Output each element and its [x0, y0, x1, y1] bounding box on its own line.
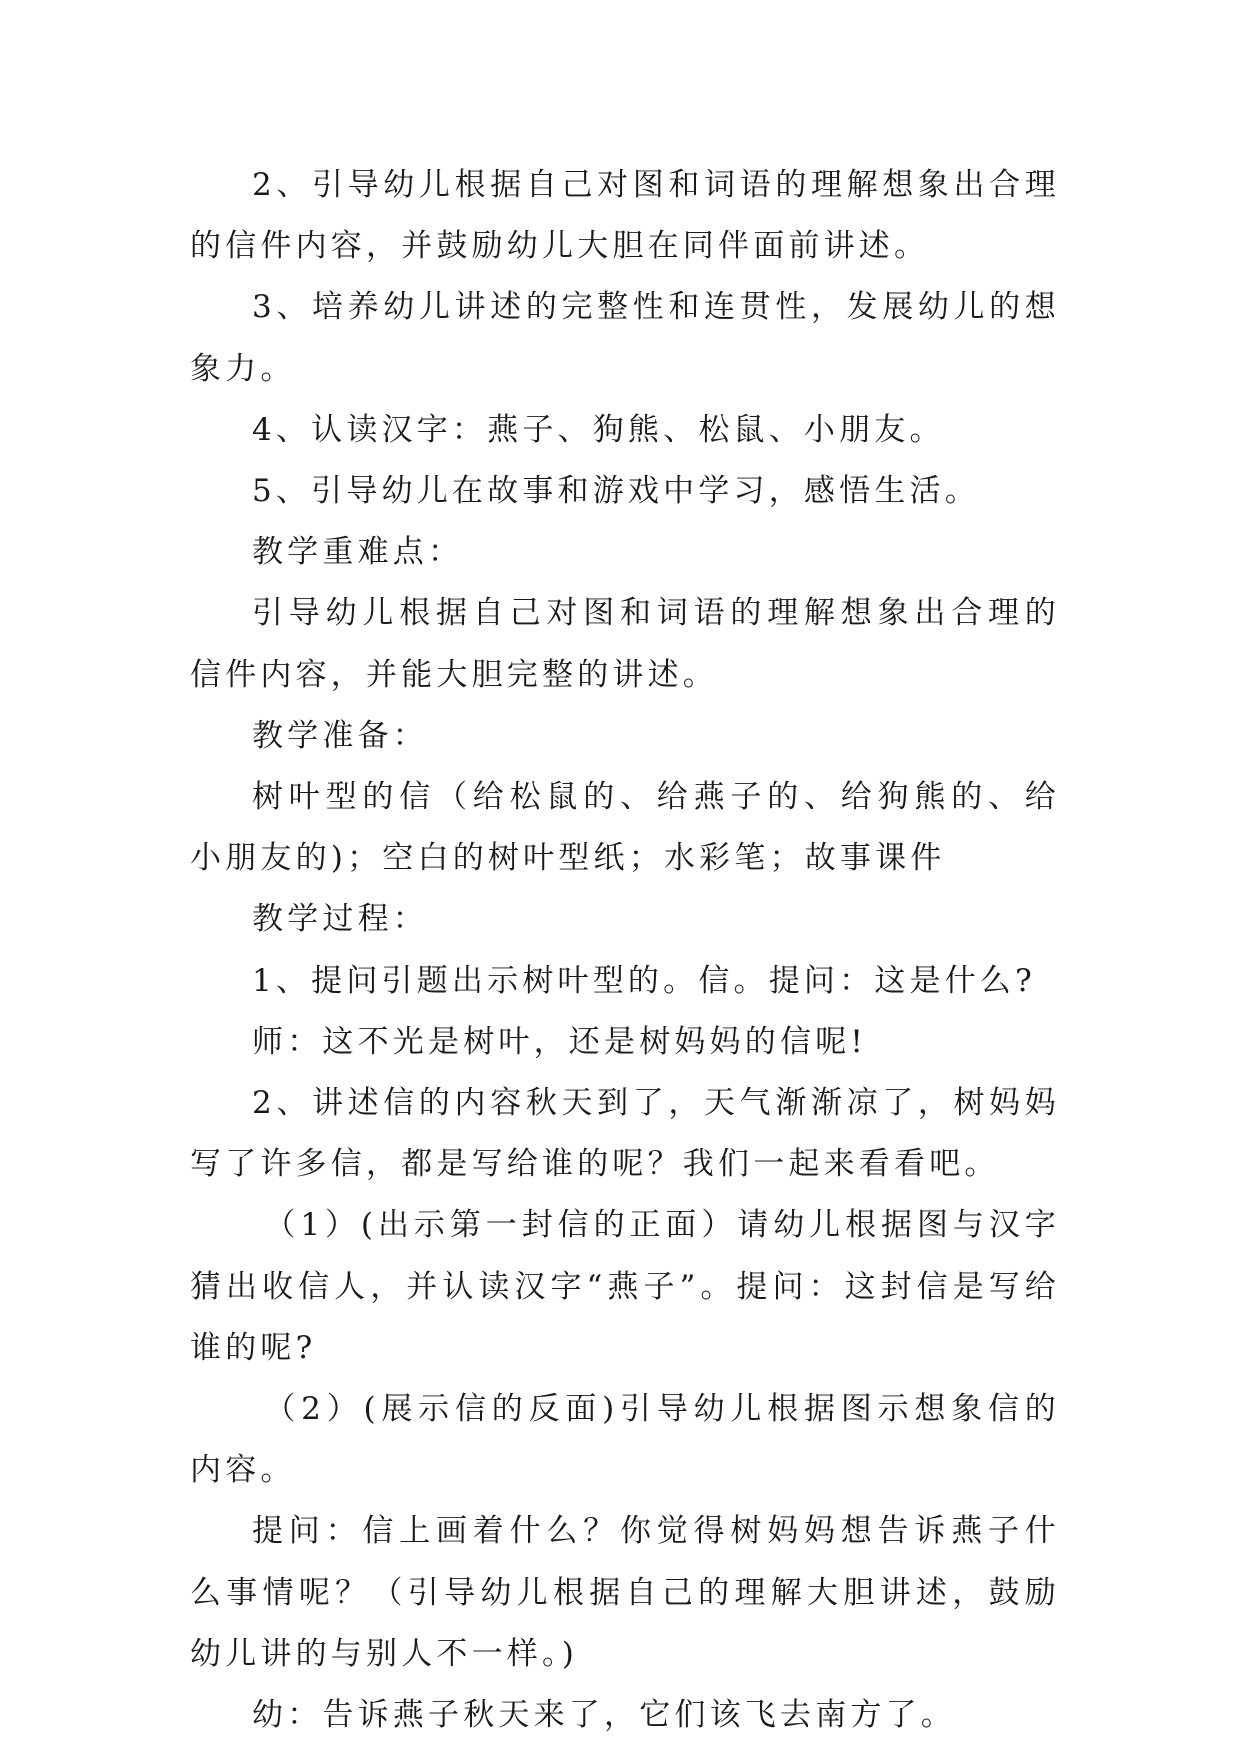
- paragraph-step-2: 2、讲述信的内容秋天到了，天气渐渐凉了，树妈妈写了许多信，都是写给谁的呢？我们一起来看看吧。: [190, 1085, 1060, 1183]
- paragraph-substep-1: （1）(出示第一封信的正面）请幼儿根据图与汉字猜出收信人，并认读汉字“燕子”。提问：这封信是写给谁的呢?: [190, 1207, 1060, 1366]
- paragraph-objective-5: 5、引导幼儿在故事和游戏中学习，感悟生活。: [252, 473, 980, 510]
- heading-preparation: 教学准备：: [252, 717, 428, 754]
- document-body: [190, 155, 1060, 1746]
- paragraph-substep-2: （2）(展示信的反面)引导幼儿根据图示想象信的内容。: [190, 1391, 1060, 1489]
- paragraph-step-1: 1、提问引题出示树叶型的。信。提问：这是什么?: [252, 962, 1036, 999]
- paragraph-teacher-line: 师：这不光是树叶，还是树妈妈的信呢!: [252, 1023, 868, 1060]
- heading-process: 教学过程：: [252, 901, 428, 938]
- paragraph-objective-4: 4、认读汉字：燕子、狗熊、松鼠、小朋友。: [252, 411, 945, 448]
- paragraph-key-points: 引导幼儿根据自己对图和词语的理解想象出合理的信件内容，并能大胆完整的讲述。: [190, 595, 1060, 693]
- paragraph-preparation: 树叶型的信（给松鼠的、给燕子的、给狗熊的、给小朋友的)；空白的树叶型纸；水彩笔；故事课件: [190, 779, 1060, 877]
- heading-key-points: 教学重难点：: [252, 534, 464, 571]
- paragraph-question: 提问：信上画着什么？你觉得树妈妈想告诉燕子什么事情呢？（引导幼儿根据自己的理解大胆讲述，鼓励幼儿讲的与别人不一样。): [190, 1513, 1060, 1672]
- paragraph-child-answer: 幼：告诉燕子秋天来了，它们该飞去南方了。: [252, 1697, 956, 1734]
- paragraph-objective-3: 3、培养幼儿讲述的完整性和连贯性，发展幼儿的想象力。: [190, 289, 1060, 387]
- paragraph-objective-2: 2、引导幼儿根据自己对图和词语的理解想象出合理的信件内容，并鼓励幼儿大胆在同伴面前讲述。: [190, 167, 1060, 265]
